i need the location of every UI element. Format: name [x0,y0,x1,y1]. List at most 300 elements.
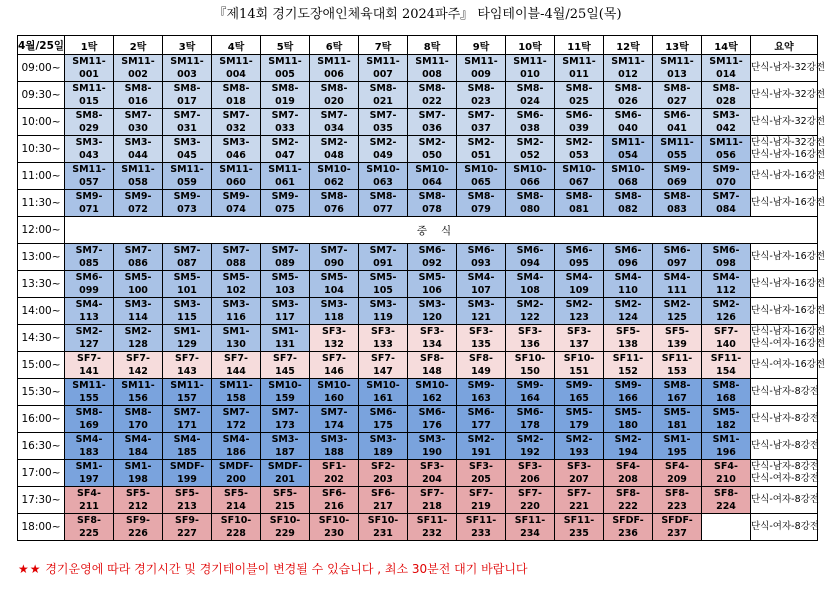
match-number: 165 [569,393,589,404]
match-code: SM9- [271,191,299,202]
match-number: 004 [226,69,246,80]
match-number: 128 [128,339,148,350]
time-slot-row [18,460,818,487]
match-code: SM7- [369,245,397,256]
match-code: SF7- [567,488,591,499]
match-cell [114,433,163,460]
match-code: SM6- [712,245,740,256]
match-cell [408,325,457,352]
match-number: 118 [324,312,344,323]
match-code: SF11- [612,353,644,364]
match-number: 133 [373,339,393,350]
match-code: SM6- [565,245,593,256]
match-cell [261,487,310,514]
summary-text: 단식-남자-32강전 [751,89,826,100]
match-code: SM8- [712,380,740,391]
match-cell [506,460,555,487]
match-cell [114,136,163,163]
match-number: 110 [618,285,638,296]
match-cell [261,55,310,82]
match-code: SM5- [320,272,348,283]
match-cell [457,406,506,433]
match-cell [65,55,114,82]
summary-cell [751,460,818,487]
match-number: 222 [618,501,638,512]
match-cell [163,55,212,82]
match-cell [702,190,751,217]
match-code: SM11- [72,164,106,175]
match-number: 228 [226,528,246,539]
match-cell [261,271,310,298]
match-number: 009 [471,69,491,80]
match-code: SM8- [369,83,397,94]
match-cell [212,190,261,217]
match-number: 072 [128,204,148,215]
match-number: 134 [422,339,442,350]
match-code: SM7- [222,407,250,418]
match-code: SM5- [712,407,740,418]
match-number: 177 [471,420,491,431]
match-cell [506,433,555,460]
match-code: SM8- [369,191,397,202]
match-cell [653,190,702,217]
match-code: SF8- [665,488,689,499]
match-code: SM8- [712,83,740,94]
star-icon: ★★ [18,562,42,576]
match-number: 148 [422,366,442,377]
match-number: 021 [373,96,393,107]
match-number: 160 [324,393,344,404]
match-number: 033 [275,123,295,134]
match-code: SM5- [565,407,593,418]
match-code: SM8- [467,83,495,94]
time-label: 09:00~ [18,55,65,82]
match-number: 041 [667,123,687,134]
match-code: SM1- [712,434,740,445]
match-cell [359,136,408,163]
match-code: SM8- [320,191,348,202]
match-number: 085 [79,258,99,269]
match-cell [359,190,408,217]
match-cell [653,487,702,514]
match-code: SM11- [72,56,106,67]
match-cell [114,460,163,487]
match-cell [359,55,408,82]
time-label: 12:00~ [18,217,65,244]
match-number: 203 [373,474,393,485]
match-cell [653,271,702,298]
match-number: 032 [226,123,246,134]
time-label: 09:30~ [18,82,65,109]
match-code: SM10- [317,380,351,391]
summary-cell [751,136,826,163]
match-number: 055 [667,150,687,161]
match-number: 107 [471,285,491,296]
match-cell [163,514,212,541]
time-slot-row [18,55,818,82]
match-code: SM7- [320,407,348,418]
match-code: SM4- [516,272,544,283]
match-code: SF7- [126,353,150,364]
match-code: SM7- [222,110,250,121]
match-cell [457,379,506,406]
match-code: SM8- [173,83,201,94]
match-code: SM8- [271,83,299,94]
match-cell [359,433,408,460]
match-number: 040 [618,123,638,134]
summary-cell [751,487,818,514]
match-cell [604,352,653,379]
time-slot-row [18,325,818,352]
match-number: 078 [422,204,442,215]
match-number: 155 [79,393,99,404]
match-cell [163,163,212,190]
match-number: 201 [275,474,295,485]
match-cell [310,406,359,433]
match-number: 039 [569,123,589,134]
match-number: 059 [177,177,197,188]
match-cell [555,298,604,325]
match-cell [212,244,261,271]
match-code: SM8- [222,83,250,94]
match-number: 140 [716,339,736,350]
match-number: 202 [324,474,344,485]
match-number: 159 [275,393,295,404]
match-number: 185 [177,447,197,458]
match-cell [212,109,261,136]
match-cell [653,352,702,379]
match-code: SM8- [418,83,446,94]
match-code: SF3- [469,461,493,472]
match-number: 012 [618,69,638,80]
match-code: SF10- [367,515,399,526]
match-cell [702,460,751,487]
match-cell [261,298,310,325]
match-number: 193 [569,447,589,458]
match-number: 156 [128,393,148,404]
match-cell [604,190,653,217]
match-number: 137 [569,339,589,350]
match-number: 183 [79,447,99,458]
match-number: 208 [618,474,638,485]
match-code: SF6- [371,488,395,499]
match-number: 205 [471,474,491,485]
match-cell [408,379,457,406]
match-cell [457,55,506,82]
match-code: SF5- [273,488,297,499]
time-label: 14:00~ [18,298,65,325]
match-number: 014 [716,69,736,80]
match-cell [702,325,751,352]
match-cell [310,487,359,514]
match-number: 127 [79,339,99,350]
match-code: SM11- [562,56,596,67]
match-number: 196 [716,447,736,458]
match-number: 065 [471,177,491,188]
match-number: 171 [177,420,197,431]
match-code: SF5- [665,326,689,337]
match-cell [359,163,408,190]
match-number: 113 [79,312,99,323]
match-number: 019 [275,96,295,107]
match-cell [163,244,212,271]
match-number: 049 [373,150,393,161]
match-code: SM6- [418,245,446,256]
match-code: SM11- [660,137,694,148]
match-code: SM7- [271,407,299,418]
match-cell [261,406,310,433]
match-code: SF7- [371,353,395,364]
match-cell [506,109,555,136]
match-cell [408,163,457,190]
match-number: 029 [79,123,99,134]
match-number: 142 [128,366,148,377]
match-number: 086 [128,258,148,269]
match-code: SF3- [567,461,591,472]
match-number: 112 [716,285,736,296]
match-cell [506,352,555,379]
match-number: 151 [569,366,589,377]
match-code: SM5- [369,272,397,283]
match-cell [555,55,604,82]
match-number: 174 [324,420,344,431]
match-number: 186 [226,447,246,458]
time-slot-row [18,190,818,217]
match-code: SM4- [712,272,740,283]
match-number: 094 [520,258,540,269]
match-number: 136 [520,339,540,350]
match-code: SM11- [170,164,204,175]
match-code: SM11- [121,380,155,391]
match-code: SM11- [268,164,302,175]
match-number: 190 [422,447,442,458]
match-number: 157 [177,393,197,404]
match-code: SM4- [75,434,103,445]
match-cell [555,406,604,433]
match-cell [65,514,114,541]
match-number: 130 [226,339,246,350]
match-code: SM9- [712,164,740,175]
summary-text: 단식-남자-16강전 [751,326,826,337]
match-code: SM7- [712,191,740,202]
match-cell [163,271,212,298]
match-number: 007 [373,69,393,80]
match-number: 070 [716,177,736,188]
match-code: SM5- [222,272,250,283]
summary-text: 단식-남자-32강전 [751,137,826,148]
match-cell [65,136,114,163]
match-code: SM7- [124,245,152,256]
match-number: 218 [422,501,442,512]
match-code: SF10- [318,515,350,526]
time-label: 10:30~ [18,136,65,163]
match-code: SM11- [415,56,449,67]
match-number: 164 [520,393,540,404]
match-code: SM8- [614,191,642,202]
match-cell [65,325,114,352]
match-cell [555,514,604,541]
match-cell [457,271,506,298]
table-header: 10탁 [506,36,555,55]
match-cell [114,379,163,406]
match-cell [310,433,359,460]
notice-text: 경기운영에 따라 경기시간 및 경기테이블이 변경될 수 있습니다 , 최소 30분전 대기 바랍니다 [45,562,528,576]
match-code: SF1- [322,461,346,472]
match-number: 098 [716,258,736,269]
match-code: SM6- [516,110,544,121]
match-code: SF5- [616,326,640,337]
match-code: SF7- [273,353,297,364]
match-number: 200 [226,474,246,485]
table-header: 8탁 [408,36,457,55]
match-code: SM11- [709,56,743,67]
match-code: SM5- [271,272,299,283]
match-cell [212,352,261,379]
time-slot-row [18,271,818,298]
match-number: 214 [226,501,246,512]
match-code: SM8- [516,83,544,94]
match-code: SM3- [75,137,103,148]
match-code: SF5- [224,488,248,499]
match-cell [457,136,506,163]
table-header: 12탁 [604,36,653,55]
match-number: 129 [177,339,197,350]
match-cell [114,298,163,325]
match-cell [212,379,261,406]
match-code: SF7- [714,326,738,337]
match-code: SM7- [320,110,348,121]
match-code: SM2- [663,299,691,310]
match-number: 198 [128,474,148,485]
match-number: 152 [618,366,638,377]
match-number: 231 [373,528,393,539]
match-code: SM9- [124,191,152,202]
match-number: 038 [520,123,540,134]
match-number: 052 [520,150,540,161]
match-code: SM1- [663,434,691,445]
lunch-break: 중식 [65,217,818,244]
match-cell [212,433,261,460]
match-code: SF3- [567,326,591,337]
match-number: 096 [618,258,638,269]
summary-text: 단식-여자-8강전 [751,494,819,505]
match-number: 081 [569,204,589,215]
match-number: 020 [324,96,344,107]
match-number: 119 [373,312,393,323]
match-code: SM3- [222,299,250,310]
match-code: SM6- [369,407,397,418]
match-code: SM11- [660,56,694,67]
match-number: 079 [471,204,491,215]
time-label: 18:00~ [18,514,65,541]
match-code: SM2- [565,434,593,445]
match-code: SF7- [518,488,542,499]
match-cell [310,55,359,82]
match-cell [408,298,457,325]
match-cell [310,82,359,109]
match-code: SFDF- [612,515,644,526]
match-number: 061 [275,177,295,188]
match-cell [555,190,604,217]
match-number: 180 [618,420,638,431]
match-cell [702,433,751,460]
match-number: 226 [128,528,148,539]
match-number: 069 [667,177,687,188]
match-code: SM6- [467,407,495,418]
match-code: SM8- [124,83,152,94]
match-code: SM10- [513,164,547,175]
match-cell [653,460,702,487]
summary-text: 단식-남자-8강전 [751,413,819,424]
match-cell [65,190,114,217]
summary-cell [751,406,818,433]
match-code: SF9- [126,515,150,526]
match-number: 075 [275,204,295,215]
match-number: 116 [226,312,246,323]
match-number: 067 [569,177,589,188]
match-cell [555,460,604,487]
summary-cell [751,109,826,136]
match-code: SM9- [663,164,691,175]
match-cell [310,298,359,325]
time-slot-row [18,109,818,136]
match-cell [310,109,359,136]
match-cell [604,379,653,406]
match-code: SF11- [661,353,693,364]
match-code: SM3- [467,299,495,310]
match-number: 220 [520,501,540,512]
match-cell [604,271,653,298]
match-cell [604,487,653,514]
match-code: SM11- [513,56,547,67]
match-code: SM9- [516,380,544,391]
match-cell [212,55,261,82]
match-cell [653,433,702,460]
match-code: SM2- [124,326,152,337]
match-code: SM8- [320,83,348,94]
match-code: SM3- [271,299,299,310]
match-number: 131 [275,339,295,350]
match-cell [702,271,751,298]
match-number: 008 [422,69,442,80]
match-cell [65,244,114,271]
match-code: SM6- [516,407,544,418]
match-cell [114,406,163,433]
match-cell [604,244,653,271]
notice [18,560,528,577]
match-code: SM8- [516,191,544,202]
match-cell [506,190,555,217]
match-number: 063 [373,177,393,188]
match-number: 192 [520,447,540,458]
match-cell [457,460,506,487]
match-number: 237 [667,528,687,539]
table-header: 13탁 [653,36,702,55]
match-code: SF5- [126,488,150,499]
page-title: 『제14회 경기도장애인체육대회 2024파주』 타임테이블-4월/25일(목) [213,7,622,22]
match-number: 066 [520,177,540,188]
match-cell [65,352,114,379]
match-number: 109 [569,285,589,296]
match-code: SM6- [565,110,593,121]
match-code: SM11- [611,56,645,67]
match-number: 153 [667,366,687,377]
match-number: 163 [471,393,491,404]
match-cell [408,487,457,514]
match-code: SM3- [124,137,152,148]
match-number: 035 [373,123,393,134]
match-cell [359,487,408,514]
